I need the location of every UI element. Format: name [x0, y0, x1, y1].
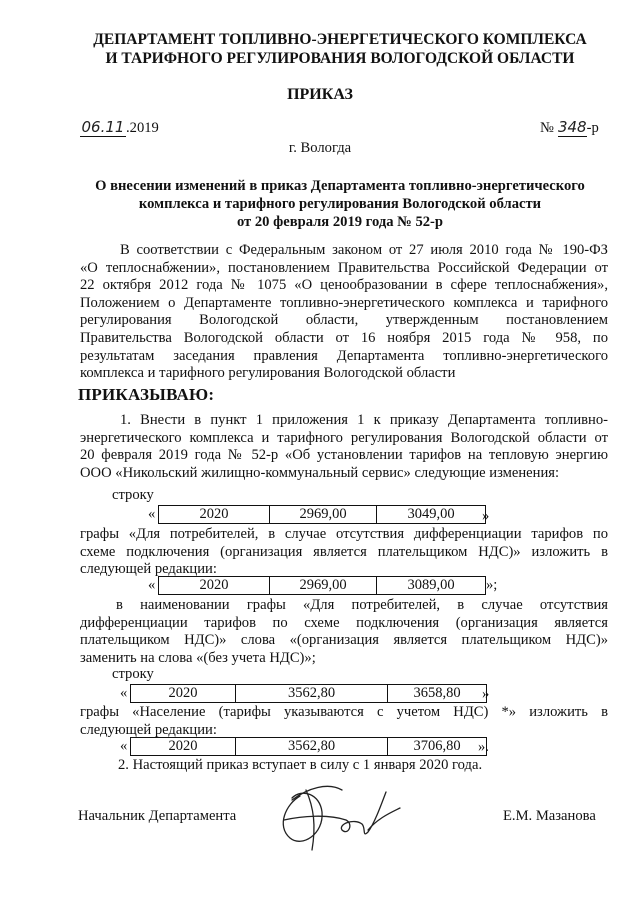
row4-year: 2020 — [131, 738, 236, 756]
row3-value1: 3562,80 — [236, 685, 388, 703]
signatory-name: Е.М. Мазанова — [503, 808, 596, 824]
row4-open-quote: « — [120, 738, 128, 754]
text-c-paragraph — [80, 704, 608, 739]
tariff-row-4 — [130, 737, 487, 756]
row4-value1: 3562,80 — [236, 738, 388, 756]
text-a-line: следующей редакции: — [80, 561, 217, 578]
signatory-position: Начальник Департамента — [78, 808, 237, 824]
preamble-line: 22 октября 2012 года № 1075 «О ценообразовании в сфере теплоснабжения», — [80, 277, 608, 294]
tariff-row-1 — [158, 505, 486, 524]
document-title: ПРИКАЗ — [287, 86, 353, 103]
subject-line3: от 20 февраля 2019 года № 52-р — [236, 214, 444, 230]
text-b-line: плательщиком НДС)» слова «(организация является плательщиком НДС)» — [80, 632, 608, 649]
subject-line2: комплекса и тарифного регулирования Вологодской области — [138, 196, 542, 212]
text-b-line: в наименовании графы «Для потребителей, в случае отсутствия — [116, 597, 608, 613]
text-b-line: заменить на слова «(без учета НДС)»; — [80, 649, 316, 666]
row2-close-quote: »; — [486, 577, 498, 593]
subject-line1: О внесении изменений в приказ Департамента топливно-энергетического — [95, 178, 585, 194]
tariff-row-2 — [158, 576, 486, 595]
command-word: ПРИКАЗЫВАЮ: — [78, 385, 215, 404]
preamble-paragraph — [80, 242, 608, 383]
number-suffix: -р — [586, 120, 599, 136]
preamble-line: результатам заседания правления Департамента топливно-энергетического — [80, 347, 608, 364]
city: г. Вологда — [288, 140, 352, 156]
item2-text: 2. Настоящий приказ вступает в силу с 1 января 2020 года. — [118, 757, 483, 773]
order-date — [80, 118, 159, 138]
row1-year: 2020 — [159, 506, 270, 524]
handwritten-date: 06.11 — [81, 118, 125, 136]
preamble-line: В соответствии с Федеральным законом от 27 июля 2010 года № 190-ФЗ — [120, 242, 608, 258]
text-b-paragraph — [80, 597, 608, 667]
row3-close-quote: » — [482, 686, 490, 702]
preamble-line: Правительства Вологодской области от 16 ноября 2015 года № 958, по — [80, 329, 608, 346]
item1-line: энергетического комплекса и тарифного регулирования Вологодской области от — [80, 429, 608, 446]
row4-value2: 3706,80 — [388, 738, 487, 756]
preamble-line: «О теплоснабжении», постановлением Правительства Российской Федерации от — [80, 259, 608, 276]
text-a-paragraph — [80, 526, 608, 579]
item1-line: 20 февраля 2019 года № 52-р «Об установлении тарифов на тепловую энергию — [80, 447, 608, 464]
preamble-line: Положением о Департаменте топливно-энергетического комплекса и тарифного — [80, 294, 608, 311]
handwritten-number: 348 — [557, 118, 587, 136]
order-number — [540, 118, 599, 138]
row1-value2: 3049,00 — [377, 506, 486, 524]
row1-open-quote: « — [148, 506, 156, 522]
date-year: .2019 — [126, 120, 159, 136]
row3-year: 2020 — [131, 685, 236, 703]
text-a-line: схеме подключения (организация является плательщиком НДС)» изложить в — [80, 543, 608, 560]
row4-close-quote: ». — [478, 739, 489, 755]
item1-line: ООО «Никольский жилищно-коммунальный сервис» следующие изменения: — [80, 464, 560, 481]
row2-value1: 2969,00 — [270, 577, 377, 595]
department-name-line1: ДЕПАРТАМЕНТ ТОПЛИВНО-ЭНЕРГЕТИЧЕСКОГО КОМПЛЕКСА — [93, 31, 587, 48]
text-b-line: дифференциации тарифов по схеме подключения (организация является — [80, 614, 608, 631]
department-name-line2: И ТАРИФНОГО РЕГУЛИРОВАНИЯ ВОЛОГОДСКОЙ ОБЛАСТИ — [105, 50, 575, 67]
item1-line: 1. Внести в пункт 1 приложения 1 к приказу Департамента топливно- — [120, 412, 608, 428]
text-c-line: графы «Население (тарифы указываются с учетом НДС) *» изложить в — [80, 704, 608, 720]
row2-value2: 3089,00 — [377, 577, 486, 595]
text-c-line: следующей редакции: — [80, 721, 217, 738]
preamble-line: регулирования Вологодской области, утвержденным постановлением — [80, 312, 608, 329]
handwritten-signature — [262, 768, 412, 858]
item1-paragraph — [80, 412, 608, 482]
stroku-label: строку — [112, 487, 154, 503]
number-sign: № — [540, 120, 554, 136]
row2-open-quote: « — [148, 577, 156, 593]
text-a-line: графы «Для потребителей, в случае отсутствия дифференциации тарифов по — [80, 526, 608, 542]
row2-year: 2020 — [159, 577, 270, 595]
tariff-row-3 — [130, 684, 490, 703]
row1-value1: 2969,00 — [270, 506, 377, 524]
row3-open-quote: « — [120, 685, 128, 701]
preamble-line: комплекса и тарифного регулирования Вологодской области — [80, 365, 456, 382]
stroku-label: строку — [112, 666, 154, 682]
row1-close-quote: » — [482, 508, 490, 524]
row3-value2: 3658,80 — [388, 685, 487, 703]
